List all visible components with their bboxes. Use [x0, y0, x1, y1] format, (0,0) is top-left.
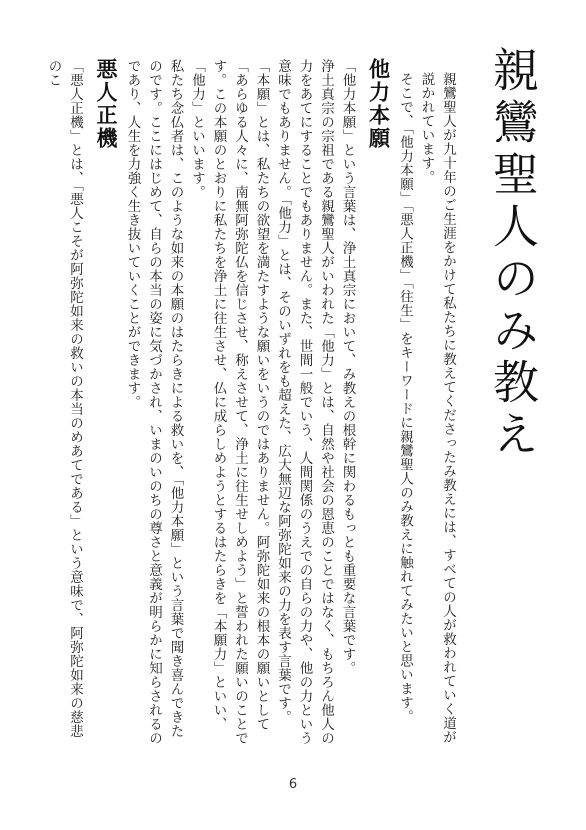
- vertical-text-body: [42, 46, 544, 746]
- section-heading: 悪人正機: [94, 58, 119, 150]
- page-number: 6: [288, 777, 298, 792]
- body-paragraph: 私たち念仏者は、このような如来の本願のはたらきによる救いを、「他力本願」という言葉で聞き喜んできたのです。ここにはじめて、自らの本当の姿に気づかされ、いまのいのちの尊さと意義が明らかに知らされるのであり、人生を力強く生き抜いていくことができます。: [124, 59, 184, 745]
- section-heading: 他力本願: [366, 58, 392, 150]
- intro-paragraph: そこで、「他力本願」「悪人正機」「往生」をキーワードに親鸞聖人のみ教えに触れてみたいと思います。: [397, 72, 413, 724]
- body-paragraph: 「本願」とは、私たちの欲望を満たすような願いをいうのではありません。阿弥陀如来の根本の願いとして「あらゆる人々に、南無阿弥陀仏を信じさせ、称えさせて、浄土に往生せしめよう」と誓われた願いのことです。この本願のとおりに私たちを浄土に往生させ、仏に成らしめようとするはたらきを「本願力」といい、「他力」といいます。: [189, 59, 270, 745]
- body-paragraph: 「他力本願」という言葉は、浄土真宗において、み教えの根幹に関わるもっとも重要な言葉です。: [339, 59, 356, 675]
- intro-paragraph: 親鸞聖人が九十年のご生涯をかけて私たちに教えてくださったみ教えには、すべての人が救われていく道が説かれています。: [418, 72, 456, 744]
- body-paragraph: 浄土真宗の宗祖である親鸞聖人がいわれた「他力」とは、自然や社会の恩恵のことではなく、もちろん他人の力をあてにすることでもありません。また、世間一般でいう、人間関係のうえでの自らの力や、他の力という意味でもありません。「他力」とは、そのいずれをも超えた、広大無辺な阿弥陀如来の力を表す言葉です。: [275, 59, 334, 745]
- body-paragraph: 「悪人正機」とは、「悪人こそが阿弥陀如来の救いの本当のめあてである」という意味で、阿弥陀如来の慈悲のこ: [45, 59, 83, 739]
- page-title: 親鸞聖人のみ教え: [486, 46, 540, 462]
